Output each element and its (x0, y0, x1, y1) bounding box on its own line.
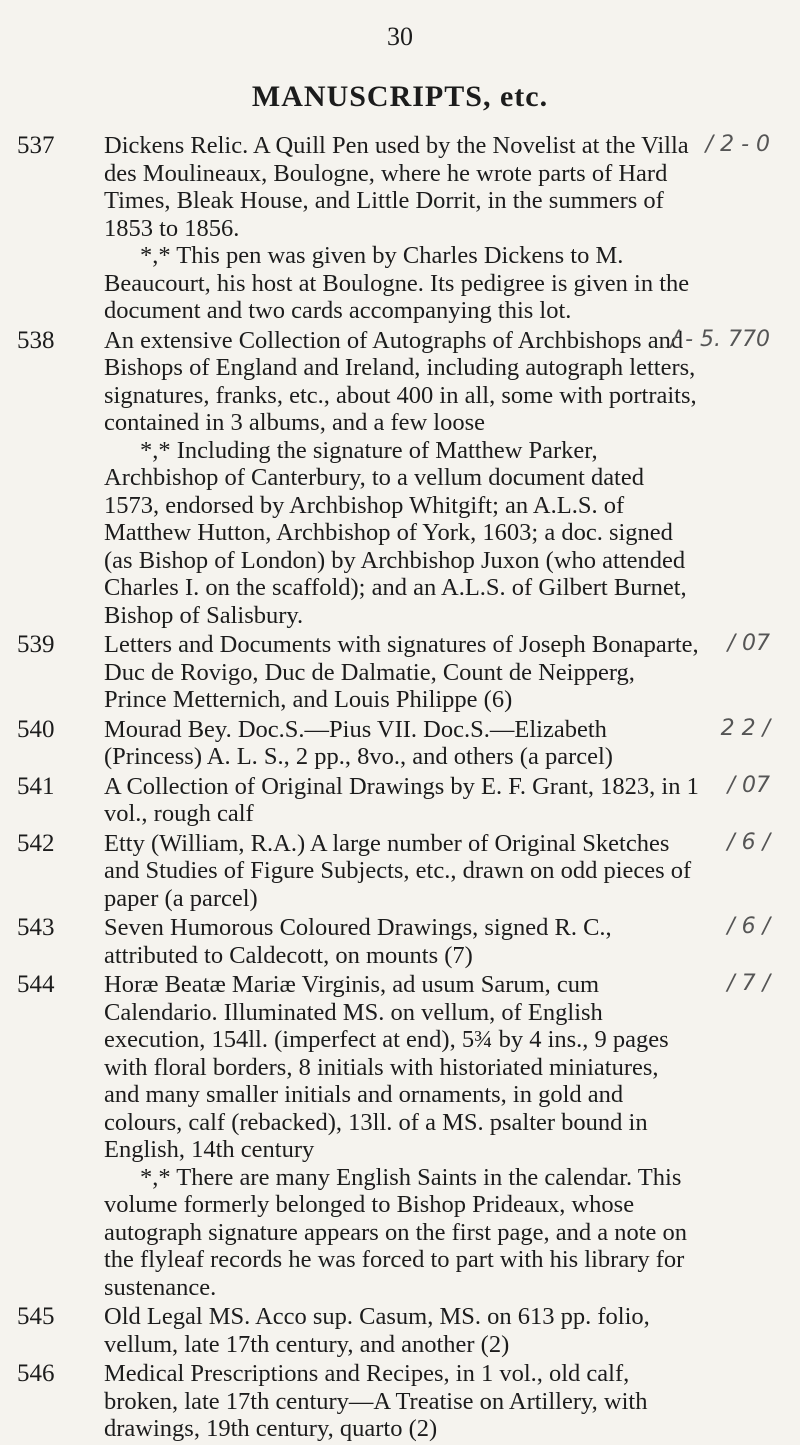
lot-description (104, 631, 700, 714)
lot-description (104, 830, 700, 913)
lot-number: 542 (17, 829, 55, 857)
lot-number: 539 (17, 631, 55, 658)
lot-entry (0, 830, 800, 913)
lot-note: *,* There are many English Saints in the calendar. This volume formerly belonged to Bishop Prideaux, whose autograph signature appears on the first page, and a note on the flyleaf records he was forced to part with his library for sustenance. (104, 1163, 688, 1301)
lot-entry (0, 971, 800, 1301)
lot-text: Etty (William, R.A.) A large number of Original Sketches and Studies of Figure Subjects, etc., drawn on odd pieces of paper (a parcel) (104, 829, 692, 912)
lot-description (104, 132, 700, 325)
lot-text: Mourad Bey. Doc.S.—Pius VII. Doc.S.—Elizabeth (Princess) A. L. S., 2 pp., 8vo., and others (a parcel) (104, 715, 613, 770)
lot-description (104, 1360, 700, 1443)
handwritten-price: 2 2 / (720, 715, 770, 741)
lot-description (104, 1303, 700, 1358)
handwritten-price: / 2 - 0 (705, 132, 770, 157)
handwritten-price: / 6 / (727, 914, 770, 939)
lot-text: Horæ Beatæ Mariæ Virginis, ad usum Sarum, cum Calendario. Illuminated MS. on vellum, of English execution, 154ll. (imperfect at end), 5¾ by 4 ins., 9 pages with floral borders, 8 initials with historiated miniatures, and many smaller initials and ornaments, in gold and colours, calf (rebacked), 13ll. of a MS. psalter bound in English, 14th century (104, 971, 669, 1163)
lot-description (104, 914, 700, 969)
lot-entry (0, 1360, 800, 1443)
lot-entry (0, 1303, 800, 1358)
handwritten-price: / 07 (727, 631, 770, 656)
lot-description (104, 773, 700, 828)
lot-number: 538 (17, 326, 55, 354)
lot-number: 546 (17, 1360, 55, 1387)
lot-note: *,* This pen was given by Charles Dickens to M. Beaucourt, his host at Boulogne. Its pedigree is given in the document and two cards accompanying this lot. (104, 242, 690, 324)
lot-number: 544 (17, 971, 55, 998)
lot-entry (0, 631, 800, 714)
lot-entry (0, 132, 800, 325)
lot-text: Dickens Relic. A Quill Pen used by the Novelist at the Villa des Moulineaux, Boulogne, where he wrote parts of Hard Times, Bleak House, and Little Dorrit, in the summers of 1853 to 1856. (104, 132, 689, 242)
lot-number: 541 (17, 772, 55, 800)
lot-description (104, 716, 700, 771)
lot-entry (0, 327, 800, 630)
lot-entry (0, 773, 800, 828)
handwritten-price: / 6 / (727, 829, 770, 855)
lot-note: *,* Including the signature of Matthew Parker, Archbishop of Canterbury, to a vellum document dated 1573, endorsed by Archbishop Whitgift; an A.L.S. of Matthew Hutton, Archbishop of York, 1603; a doc. signed (as Bishop of London) by Archbishop Juxon (who attended Charles I. on the scaffold); and an A.L.S. of Gilbert Burnet, Bishop of Salisbury. (104, 436, 687, 629)
lot-number: 545 (17, 1303, 55, 1330)
handwritten-price: / 07 (727, 772, 770, 798)
lot-list (0, 132, 800, 1445)
handwritten-price: / 7 / (727, 971, 770, 996)
lot-entry (0, 914, 800, 969)
lot-text: Seven Humorous Coloured Drawings, signed R. C., attributed to Caldecott, on mounts (7) (104, 914, 612, 969)
lot-number: 543 (17, 914, 55, 941)
lot-text: Medical Prescriptions and Recipes, in 1 vol., old calf, broken, late 17th century—A Treatise on Artillery, with drawings, 19th century, quarto (2) (104, 1360, 648, 1442)
lot-text: An extensive Collection of Autographs of Archbishops and Bishops of England and Ireland, including autograph letters, signatures, franks, etc., about 400 in all, some with portraits, contained in 3 albums, and a few loose (104, 326, 697, 436)
lot-description (104, 327, 700, 630)
page-heading: MANUSCRIPTS, etc. (251, 80, 549, 113)
lot-number: 540 (17, 715, 55, 743)
lot-entry (0, 716, 800, 771)
lot-text: A Collection of Original Drawings by E. F. Grant, 1823, in 1 vol., rough calf (104, 772, 699, 827)
lot-text: Letters and Documents with signatures of Joseph Bonaparte, Duc de Rovigo, Duc de Dalmatie, Count de Neipperg, Prince Metternich, and Louis Philippe (6) (104, 631, 699, 713)
lot-text: Old Legal MS. Acco sup. Casum, MS. on 613 pp. folio, vellum, late 17th century, and another (2) (104, 1303, 650, 1358)
handwritten-price: / - 5. 770 (670, 326, 770, 352)
lot-number: 537 (17, 132, 55, 159)
page-number: 30 (387, 22, 413, 51)
lot-description (104, 971, 700, 1301)
